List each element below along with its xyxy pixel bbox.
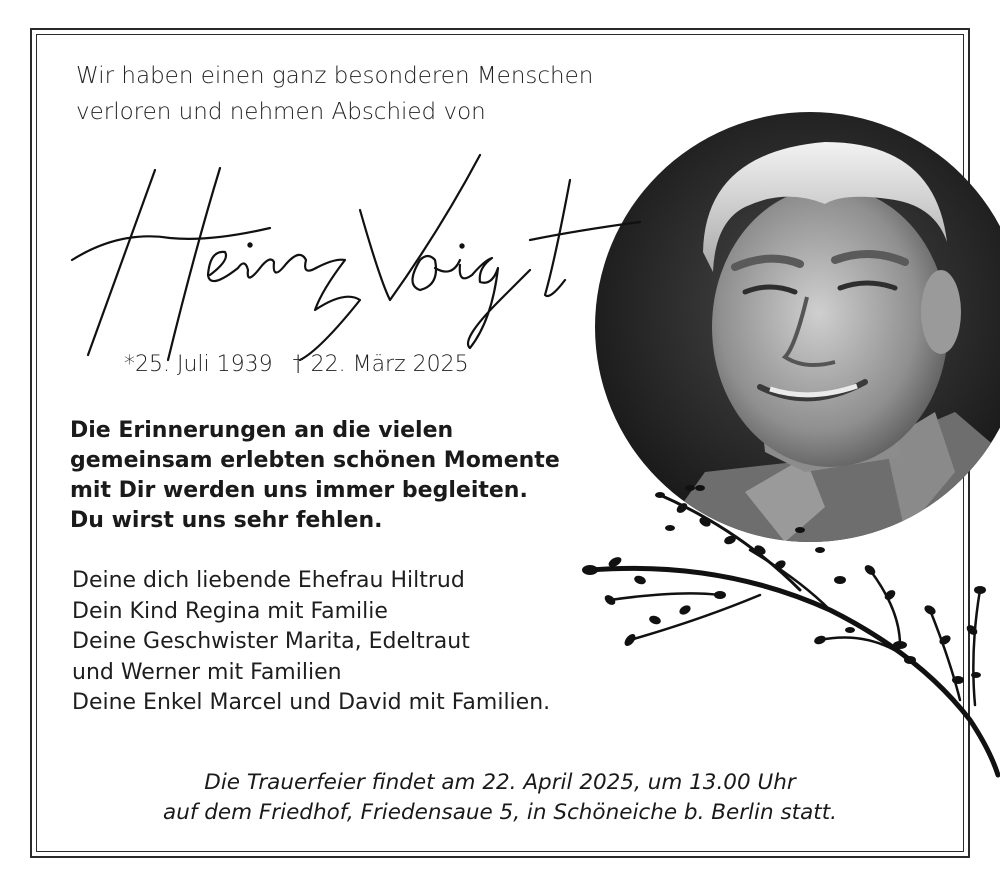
name-signature — [60, 150, 660, 365]
branch-leaves-icon — [570, 470, 1000, 790]
intro-line-2: verloren und nehmen Abschied von — [76, 99, 486, 125]
family-line: Deine Geschwister Marita, Edeltraut — [72, 629, 470, 654]
memo-line: mit Dir werden uns immer begleiten. — [70, 478, 528, 503]
family-line: Deine Enkel Marcel und David mit Familien. — [72, 690, 551, 715]
family-line: Deine dich liebende Ehefrau Hiltrud — [72, 568, 465, 593]
service-line-1: Die Trauerfeier findet am 22. April 2025, um 13.00 Uhr — [204, 770, 796, 795]
family-line: und Werner mit Familien — [72, 659, 342, 685]
memo-line: gemeinsam erlebten schönen Momente — [70, 448, 560, 473]
service-line-2: auf dem Friedhof, Friedensaue 5, in Schöneiche b. Berlin statt. — [163, 800, 837, 825]
family-line: Dein Kind Regina mit Familie — [72, 598, 388, 624]
birth-date: *25. Juli 1939 — [124, 352, 273, 377]
death-date: † 22. März 2025 — [292, 352, 469, 377]
intro-line-1: Wir haben einen ganz besonderen Menschen — [76, 63, 594, 89]
life-dates — [124, 352, 469, 377]
funeral-service-info — [36, 768, 964, 828]
memorial-message — [70, 416, 560, 536]
memo-line: Die Erinnerungen an die vielen — [70, 418, 454, 443]
family-list — [72, 566, 550, 719]
intro-text — [76, 58, 593, 130]
memo-line: Du wirst uns sehr fehlen. — [70, 508, 383, 533]
